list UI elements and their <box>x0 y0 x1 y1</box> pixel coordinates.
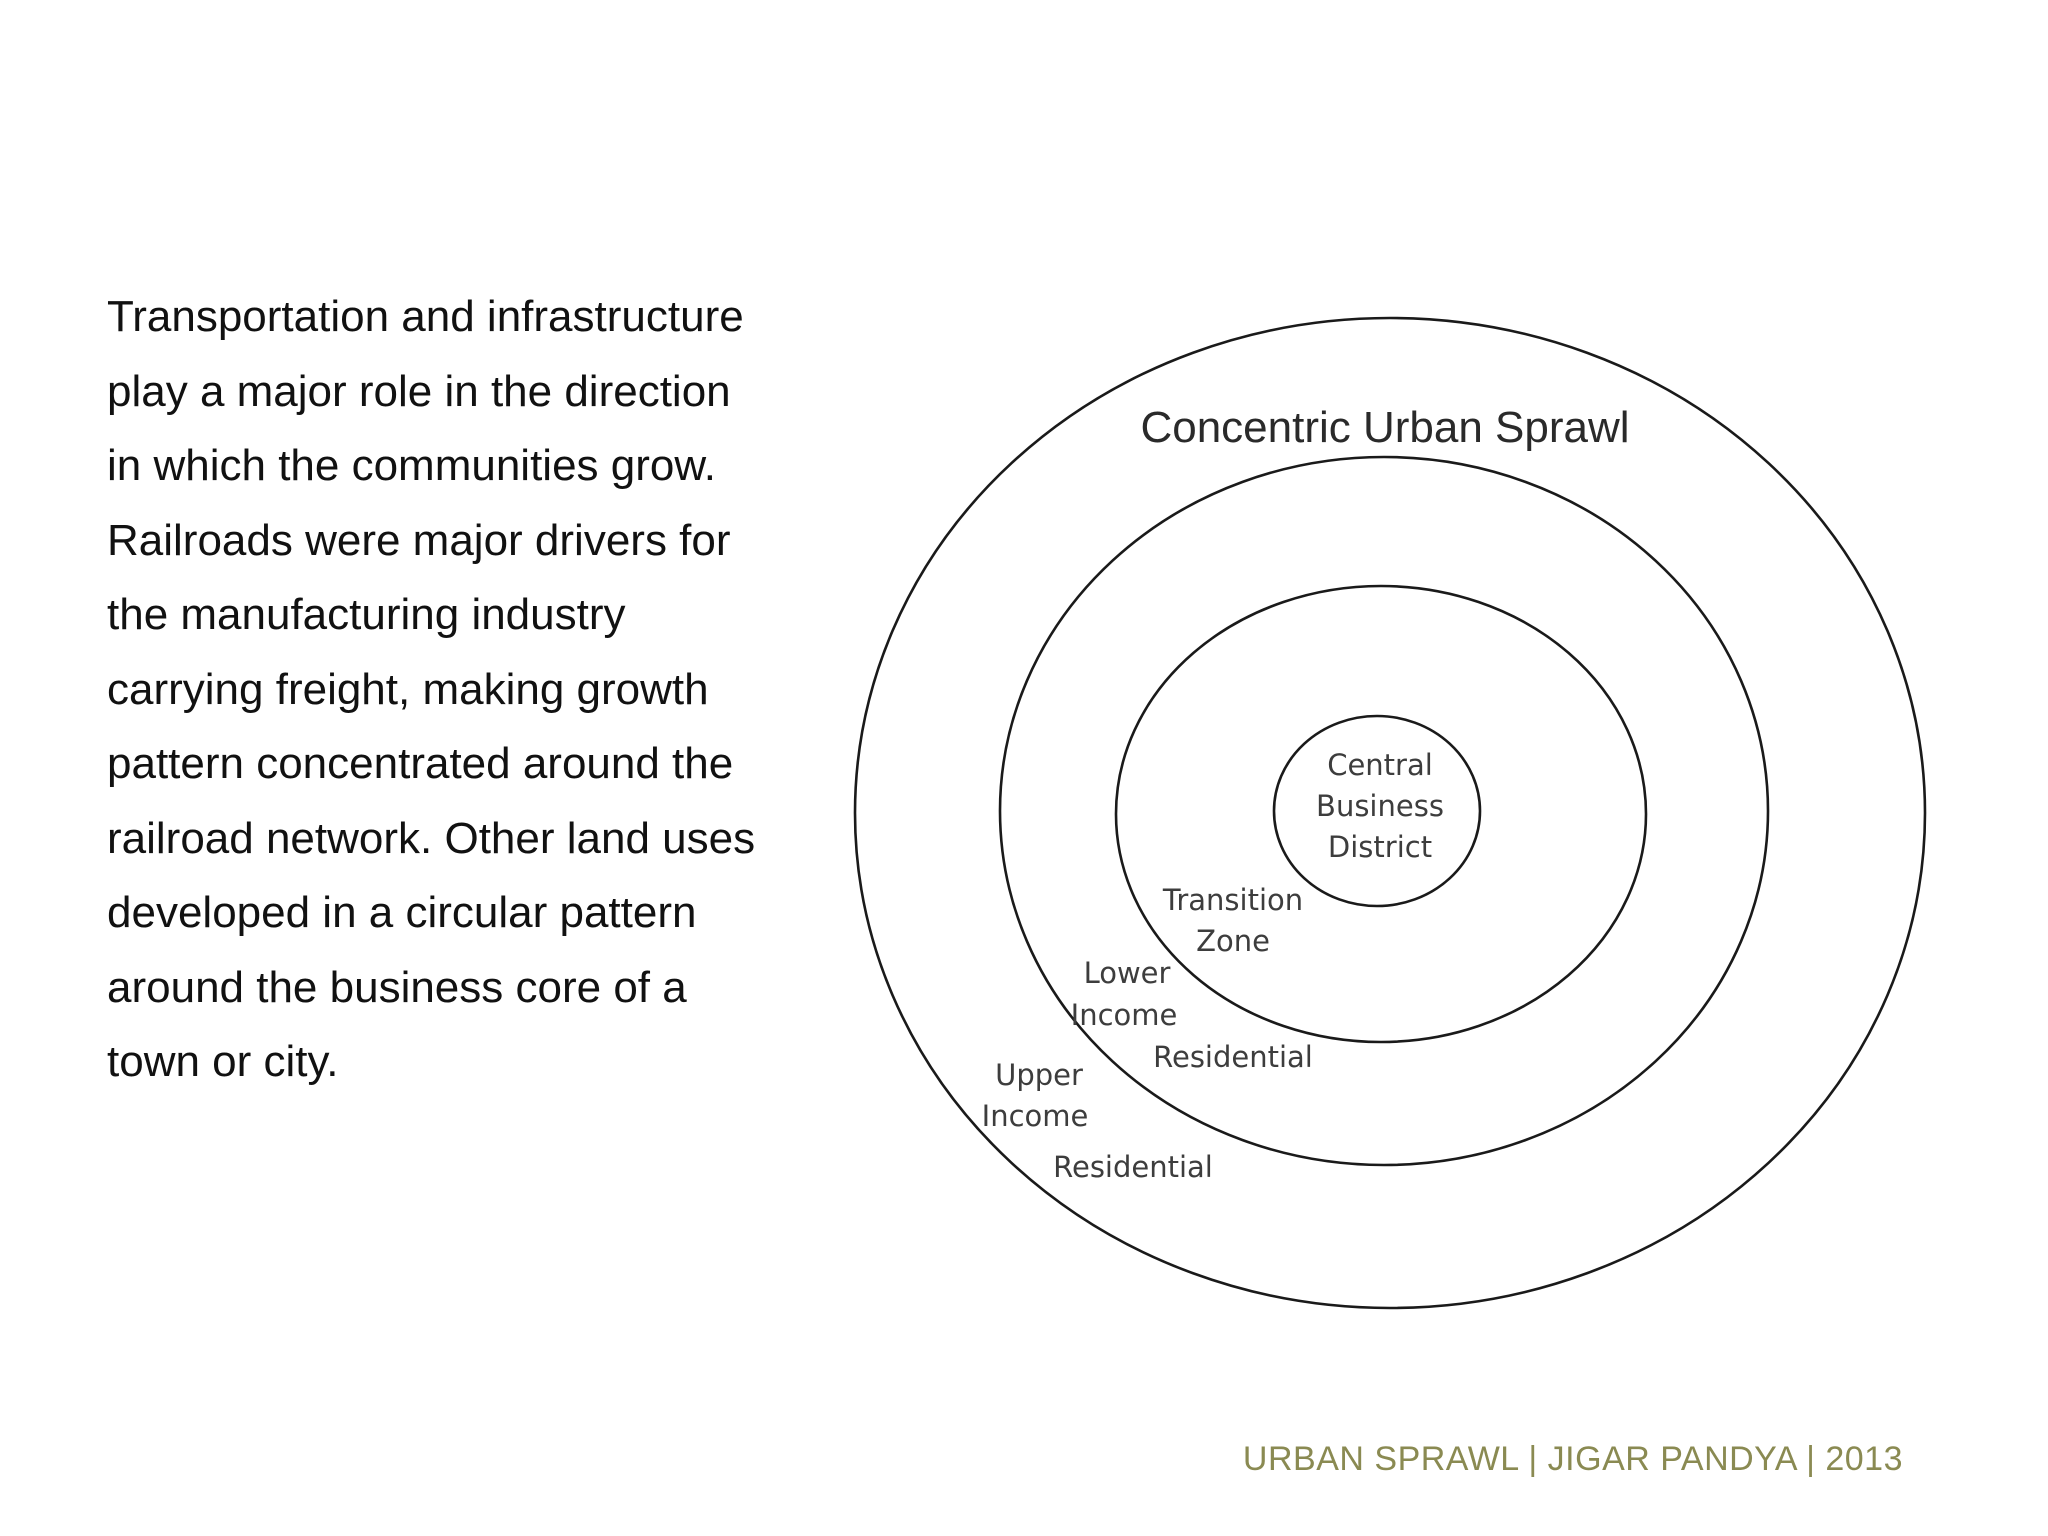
body-paragraph <box>107 280 827 1100</box>
zone-label-cbd-line: District <box>1327 830 1433 864</box>
body-line: Transportation and infrastructure <box>107 292 744 341</box>
body-line: carrying freight, making growth <box>107 664 709 714</box>
zone-label-cbd-line: Central <box>1327 748 1433 782</box>
zone-label-lower-income-line: Income <box>1070 998 1178 1032</box>
body-line: the manufacturing industry <box>107 590 626 639</box>
concentric-diagram-svg <box>840 300 1940 1330</box>
footer-credit: URBAN SPRAWL | JIGAR PANDYA | 2013 <box>1242 1440 1903 1478</box>
zone-label-upper-income-line: Upper <box>995 1058 1083 1092</box>
body-line: play a major role in the direction <box>107 366 731 416</box>
concentric-diagram <box>840 300 1940 1330</box>
body-line: railroad network. Other land uses <box>107 813 756 863</box>
body-line: around the business core of a <box>107 962 687 1012</box>
zone-label-lower-income-line: Residential <box>1153 1040 1313 1074</box>
body-line: town or city. <box>107 1037 339 1086</box>
zone-label-cbd-line: Business <box>1316 789 1444 823</box>
zone-label-lower-income-line: Lower <box>1083 956 1171 990</box>
body-line: in which the communities grow. <box>107 441 716 490</box>
body-line: pattern concentrated around the <box>107 739 734 788</box>
body-line: developed in a circular pattern <box>107 888 697 937</box>
zone-label-transition-line: Zone <box>1196 924 1270 958</box>
diagram-title: Concentric Urban Sprawl <box>1140 403 1630 452</box>
body-line: Railroads were major drivers for <box>107 515 731 565</box>
zone-label-upper-income-line: Income <box>981 1099 1089 1133</box>
zone-label-transition-line: Transition <box>1162 883 1304 917</box>
zone-label-upper-income-line: Residential <box>1053 1150 1213 1184</box>
